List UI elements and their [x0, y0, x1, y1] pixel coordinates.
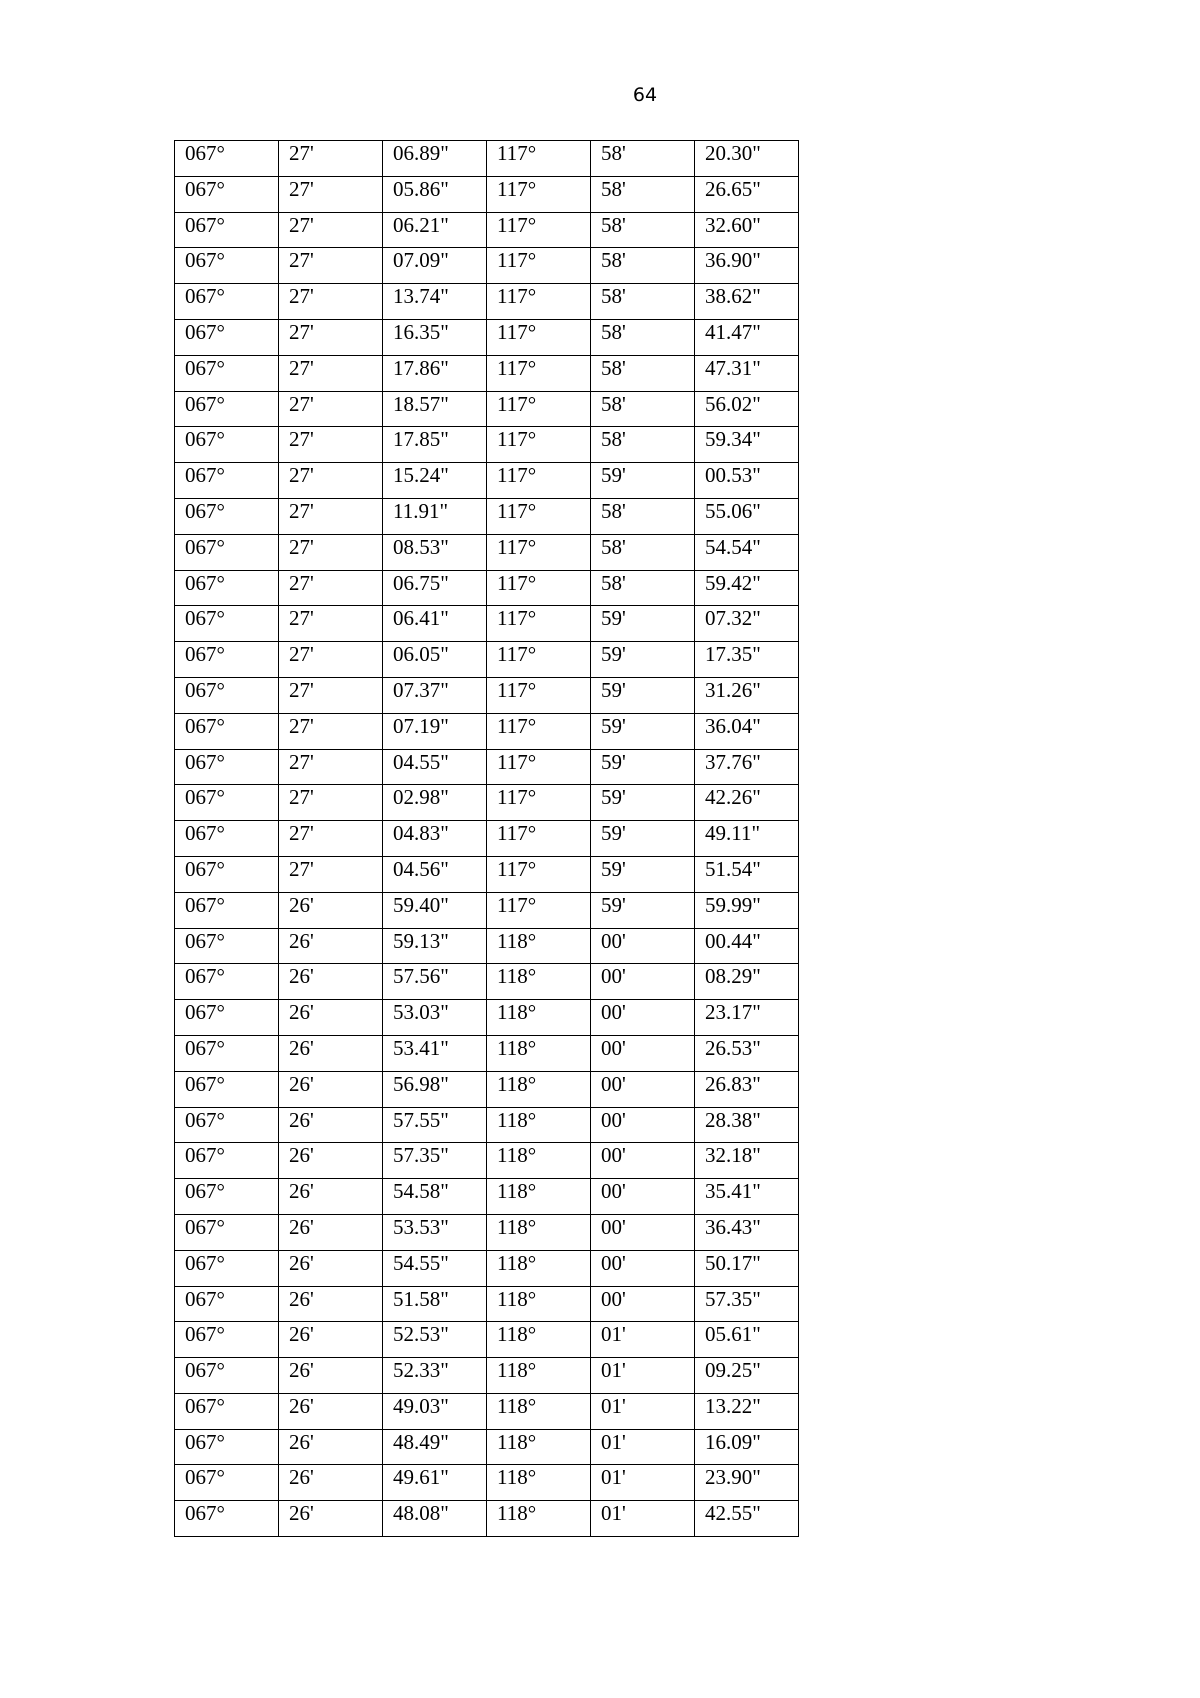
table-cell-lat-minutes: 27' — [279, 212, 383, 248]
table-cell-lon-minutes: 58' — [591, 534, 695, 570]
table-row — [175, 1035, 799, 1071]
table-cell-lat-seconds: 05.86" — [383, 176, 487, 212]
table-cell-lon-degrees: 117° — [487, 749, 591, 785]
table-cell-lat-seconds: 52.33" — [383, 1358, 487, 1394]
table-cell-lon-seconds: 08.29" — [695, 964, 799, 1000]
table-cell-lon-minutes: 00' — [591, 964, 695, 1000]
table-cell-lat-seconds: 49.61" — [383, 1465, 487, 1501]
table-cell-lon-seconds: 00.53" — [695, 463, 799, 499]
table-cell-lon-seconds: 32.18" — [695, 1143, 799, 1179]
table-row — [175, 713, 799, 749]
table-cell-lat-seconds: 04.56" — [383, 856, 487, 892]
table-cell-lon-minutes: 58' — [591, 284, 695, 320]
table-cell-lon-minutes: 00' — [591, 1214, 695, 1250]
table-cell-lat-minutes: 26' — [279, 1143, 383, 1179]
table-cell-lon-seconds: 16.09" — [695, 1429, 799, 1465]
table-cell-lat-degrees: 067° — [175, 1429, 279, 1465]
table-cell-lat-degrees: 067° — [175, 498, 279, 534]
table-cell-lon-seconds: 28.38" — [695, 1107, 799, 1143]
table-cell-lon-degrees: 118° — [487, 1429, 591, 1465]
table-row — [175, 1143, 799, 1179]
table-row — [175, 284, 799, 320]
table-cell-lon-seconds: 59.42" — [695, 570, 799, 606]
table-row — [175, 928, 799, 964]
table-row — [175, 1358, 799, 1394]
table-cell-lon-minutes: 01' — [591, 1429, 695, 1465]
table-cell-lat-degrees: 067° — [175, 1322, 279, 1358]
table-cell-lon-degrees: 118° — [487, 964, 591, 1000]
table-cell-lon-minutes: 00' — [591, 1035, 695, 1071]
table-cell-lat-seconds: 13.74" — [383, 284, 487, 320]
table-cell-lat-degrees: 067° — [175, 391, 279, 427]
table-cell-lon-degrees: 117° — [487, 713, 591, 749]
table-row — [175, 821, 799, 857]
table-cell-lon-degrees: 118° — [487, 1322, 591, 1358]
table-cell-lat-degrees: 067° — [175, 248, 279, 284]
table-row — [175, 749, 799, 785]
table-cell-lat-seconds: 53.41" — [383, 1035, 487, 1071]
table-cell-lat-seconds: 07.19" — [383, 713, 487, 749]
table-row — [175, 391, 799, 427]
table-cell-lat-degrees: 067° — [175, 749, 279, 785]
page-number-text: 64 — [632, 84, 658, 106]
table-cell-lon-degrees: 118° — [487, 1393, 591, 1429]
table-cell-lon-seconds: 20.30" — [695, 141, 799, 177]
table-row — [175, 1501, 799, 1537]
table-cell-lon-minutes: 00' — [591, 1000, 695, 1036]
table-cell-lat-degrees: 067° — [175, 892, 279, 928]
table-cell-lon-seconds: 00.44" — [695, 928, 799, 964]
table-cell-lat-degrees: 067° — [175, 212, 279, 248]
table-cell-lat-seconds: 57.55" — [383, 1107, 487, 1143]
table-cell-lat-degrees: 067° — [175, 427, 279, 463]
table-cell-lon-seconds: 07.32" — [695, 606, 799, 642]
table-cell-lat-seconds: 17.86" — [383, 355, 487, 391]
table-cell-lat-minutes: 27' — [279, 534, 383, 570]
table-cell-lon-minutes: 58' — [591, 355, 695, 391]
table-cell-lon-degrees: 117° — [487, 391, 591, 427]
table-cell-lon-seconds: 36.43" — [695, 1214, 799, 1250]
coordinates-table-body — [175, 141, 799, 1537]
table-cell-lon-seconds: 36.04" — [695, 713, 799, 749]
table-cell-lon-degrees: 118° — [487, 1035, 591, 1071]
table-row — [175, 1322, 799, 1358]
table-cell-lat-degrees: 067° — [175, 785, 279, 821]
table-row — [175, 570, 799, 606]
table-cell-lon-seconds: 26.53" — [695, 1035, 799, 1071]
table-row — [175, 1214, 799, 1250]
table-cell-lat-seconds: 59.40" — [383, 892, 487, 928]
table-cell-lat-degrees: 067° — [175, 1358, 279, 1394]
table-cell-lat-degrees: 067° — [175, 176, 279, 212]
table-cell-lat-degrees: 067° — [175, 1143, 279, 1179]
table-cell-lon-degrees: 117° — [487, 176, 591, 212]
table-cell-lon-seconds: 35.41" — [695, 1179, 799, 1215]
table-cell-lon-seconds: 56.02" — [695, 391, 799, 427]
table-cell-lon-minutes: 58' — [591, 570, 695, 606]
table-cell-lat-seconds: 11.91" — [383, 498, 487, 534]
table-row — [175, 1071, 799, 1107]
table-cell-lat-seconds: 06.21" — [383, 212, 487, 248]
table-cell-lat-degrees: 067° — [175, 1286, 279, 1322]
table-cell-lon-seconds: 50.17" — [695, 1250, 799, 1286]
table-cell-lon-degrees: 118° — [487, 1071, 591, 1107]
table-cell-lat-minutes: 27' — [279, 355, 383, 391]
table-row — [175, 498, 799, 534]
table-cell-lon-minutes: 58' — [591, 141, 695, 177]
table-cell-lon-seconds: 59.34" — [695, 427, 799, 463]
table-cell-lon-degrees: 118° — [487, 1286, 591, 1322]
table-cell-lat-minutes: 26' — [279, 1322, 383, 1358]
table-cell-lat-degrees: 067° — [175, 1071, 279, 1107]
table-cell-lat-minutes: 27' — [279, 498, 383, 534]
table-row — [175, 1179, 799, 1215]
table-cell-lat-seconds: 06.75" — [383, 570, 487, 606]
table-cell-lat-degrees: 067° — [175, 677, 279, 713]
table-cell-lat-degrees: 067° — [175, 1501, 279, 1537]
table-cell-lat-seconds: 53.03" — [383, 1000, 487, 1036]
table-cell-lon-minutes: 58' — [591, 176, 695, 212]
table-cell-lon-seconds: 09.25" — [695, 1358, 799, 1394]
table-cell-lat-minutes: 26' — [279, 1358, 383, 1394]
table-cell-lon-degrees: 117° — [487, 212, 591, 248]
table-row — [175, 248, 799, 284]
table-cell-lat-seconds: 06.89" — [383, 141, 487, 177]
table-cell-lon-degrees: 117° — [487, 463, 591, 499]
table-cell-lat-minutes: 26' — [279, 1179, 383, 1215]
table-row — [175, 319, 799, 355]
table-cell-lat-minutes: 26' — [279, 1035, 383, 1071]
table-cell-lat-degrees: 067° — [175, 284, 279, 320]
table-cell-lat-minutes: 27' — [279, 391, 383, 427]
table-cell-lat-minutes: 27' — [279, 284, 383, 320]
table-cell-lat-degrees: 067° — [175, 1107, 279, 1143]
table-cell-lat-minutes: 27' — [279, 606, 383, 642]
table-cell-lat-seconds: 06.41" — [383, 606, 487, 642]
table-cell-lat-seconds: 04.83" — [383, 821, 487, 857]
table-row — [175, 355, 799, 391]
table-cell-lat-degrees: 067° — [175, 1250, 279, 1286]
table-cell-lat-seconds: 49.03" — [383, 1393, 487, 1429]
table-cell-lat-degrees: 067° — [175, 1393, 279, 1429]
table-cell-lon-seconds: 54.54" — [695, 534, 799, 570]
table-cell-lon-degrees: 117° — [487, 284, 591, 320]
table-cell-lat-seconds: 56.98" — [383, 1071, 487, 1107]
table-cell-lat-minutes: 27' — [279, 713, 383, 749]
table-cell-lon-degrees: 118° — [487, 1107, 591, 1143]
table-row — [175, 427, 799, 463]
table-cell-lon-minutes: 58' — [591, 319, 695, 355]
table-cell-lon-minutes: 59' — [591, 642, 695, 678]
table-cell-lon-minutes: 59' — [591, 892, 695, 928]
table-cell-lon-seconds: 42.55" — [695, 1501, 799, 1537]
table-cell-lon-minutes: 00' — [591, 928, 695, 964]
table-cell-lon-minutes: 59' — [591, 677, 695, 713]
table-row — [175, 642, 799, 678]
table-row — [175, 1250, 799, 1286]
table-cell-lon-minutes: 59' — [591, 785, 695, 821]
table-cell-lon-minutes: 59' — [591, 713, 695, 749]
table-cell-lat-seconds: 59.13" — [383, 928, 487, 964]
table-cell-lon-seconds: 36.90" — [695, 248, 799, 284]
table-row — [175, 141, 799, 177]
table-cell-lat-degrees: 067° — [175, 355, 279, 391]
table-cell-lat-minutes: 27' — [279, 248, 383, 284]
table-row — [175, 1429, 799, 1465]
table-cell-lon-minutes: 59' — [591, 463, 695, 499]
table-cell-lon-minutes: 01' — [591, 1501, 695, 1537]
table-cell-lon-seconds: 41.47" — [695, 319, 799, 355]
table-cell-lon-degrees: 117° — [487, 498, 591, 534]
table-cell-lon-seconds: 31.26" — [695, 677, 799, 713]
table-cell-lon-seconds: 17.35" — [695, 642, 799, 678]
table-cell-lon-degrees: 117° — [487, 534, 591, 570]
table-cell-lon-minutes: 00' — [591, 1250, 695, 1286]
table-cell-lon-minutes: 01' — [591, 1393, 695, 1429]
table-cell-lon-degrees: 118° — [487, 1000, 591, 1036]
table-cell-lat-minutes: 26' — [279, 1071, 383, 1107]
table-cell-lat-seconds: 06.05" — [383, 642, 487, 678]
table-cell-lat-seconds: 16.35" — [383, 319, 487, 355]
table-cell-lat-minutes: 26' — [279, 1214, 383, 1250]
table-cell-lat-minutes: 27' — [279, 821, 383, 857]
table-cell-lon-seconds: 59.99" — [695, 892, 799, 928]
table-cell-lon-minutes: 58' — [591, 498, 695, 534]
table-cell-lat-seconds: 57.35" — [383, 1143, 487, 1179]
table-cell-lon-degrees: 117° — [487, 141, 591, 177]
table-row — [175, 964, 799, 1000]
table-cell-lon-minutes: 00' — [591, 1179, 695, 1215]
table-cell-lat-seconds: 02.98" — [383, 785, 487, 821]
table-cell-lat-minutes: 27' — [279, 856, 383, 892]
table-cell-lon-degrees: 117° — [487, 785, 591, 821]
table-cell-lon-minutes: 58' — [591, 212, 695, 248]
table-cell-lat-minutes: 27' — [279, 677, 383, 713]
table-cell-lon-minutes: 58' — [591, 427, 695, 463]
table-cell-lat-minutes: 26' — [279, 1429, 383, 1465]
table-cell-lon-minutes: 59' — [591, 606, 695, 642]
table-cell-lon-seconds: 57.35" — [695, 1286, 799, 1322]
table-row — [175, 677, 799, 713]
table-cell-lon-degrees: 118° — [487, 928, 591, 964]
table-cell-lat-minutes: 27' — [279, 427, 383, 463]
table-cell-lon-seconds: 47.31" — [695, 355, 799, 391]
table-cell-lat-degrees: 067° — [175, 1000, 279, 1036]
table-cell-lat-degrees: 067° — [175, 642, 279, 678]
table-cell-lon-minutes: 59' — [591, 749, 695, 785]
table-cell-lon-degrees: 118° — [487, 1214, 591, 1250]
table-cell-lon-degrees: 118° — [487, 1358, 591, 1394]
table-cell-lat-seconds: 07.37" — [383, 677, 487, 713]
table-cell-lat-degrees: 067° — [175, 463, 279, 499]
table-cell-lat-degrees: 067° — [175, 319, 279, 355]
table-cell-lat-seconds: 48.49" — [383, 1429, 487, 1465]
table-cell-lat-seconds: 04.55" — [383, 749, 487, 785]
table-cell-lon-degrees: 117° — [487, 677, 591, 713]
table-cell-lon-degrees: 117° — [487, 427, 591, 463]
table-cell-lon-minutes: 01' — [591, 1322, 695, 1358]
table-cell-lat-degrees: 067° — [175, 928, 279, 964]
table-cell-lon-seconds: 23.90" — [695, 1465, 799, 1501]
table-cell-lon-degrees: 118° — [487, 1179, 591, 1215]
page-number — [0, 82, 1200, 108]
table-cell-lon-minutes: 00' — [591, 1107, 695, 1143]
table-cell-lat-minutes: 26' — [279, 928, 383, 964]
table-cell-lat-degrees: 067° — [175, 964, 279, 1000]
table-cell-lon-seconds: 42.26" — [695, 785, 799, 821]
coordinates-table — [174, 140, 799, 1537]
table-cell-lon-degrees: 117° — [487, 821, 591, 857]
table-cell-lat-degrees: 067° — [175, 713, 279, 749]
table-cell-lat-seconds: 15.24" — [383, 463, 487, 499]
table-row — [175, 1393, 799, 1429]
table-cell-lon-seconds: 51.54" — [695, 856, 799, 892]
table-cell-lon-degrees: 117° — [487, 355, 591, 391]
table-cell-lat-degrees: 067° — [175, 1214, 279, 1250]
table-cell-lat-minutes: 26' — [279, 1000, 383, 1036]
table-cell-lat-seconds: 08.53" — [383, 534, 487, 570]
table-cell-lat-minutes: 26' — [279, 1501, 383, 1537]
table-cell-lon-minutes: 59' — [591, 821, 695, 857]
table-cell-lon-degrees: 117° — [487, 248, 591, 284]
table-cell-lat-seconds: 07.09" — [383, 248, 487, 284]
table-cell-lon-seconds: 13.22" — [695, 1393, 799, 1429]
table-cell-lat-degrees: 067° — [175, 1179, 279, 1215]
table-cell-lon-seconds: 55.06" — [695, 498, 799, 534]
table-cell-lon-minutes: 01' — [591, 1465, 695, 1501]
table-row — [175, 856, 799, 892]
table-cell-lat-minutes: 27' — [279, 463, 383, 499]
table-cell-lat-minutes: 26' — [279, 1465, 383, 1501]
table-cell-lat-minutes: 27' — [279, 642, 383, 678]
table-cell-lat-seconds: 51.58" — [383, 1286, 487, 1322]
table-cell-lat-degrees: 067° — [175, 821, 279, 857]
table-cell-lat-degrees: 067° — [175, 1035, 279, 1071]
table-cell-lat-degrees: 067° — [175, 141, 279, 177]
table-cell-lat-seconds: 54.58" — [383, 1179, 487, 1215]
table-cell-lon-degrees: 118° — [487, 1143, 591, 1179]
table-cell-lon-seconds: 05.61" — [695, 1322, 799, 1358]
table-cell-lon-degrees: 117° — [487, 319, 591, 355]
table-cell-lat-minutes: 27' — [279, 749, 383, 785]
table-cell-lon-minutes: 58' — [591, 391, 695, 427]
table-row — [175, 463, 799, 499]
table-row — [175, 1000, 799, 1036]
table-row — [175, 1107, 799, 1143]
table-cell-lat-degrees: 067° — [175, 606, 279, 642]
table-cell-lon-minutes: 59' — [591, 856, 695, 892]
table-cell-lon-degrees: 117° — [487, 606, 591, 642]
table-cell-lon-degrees: 118° — [487, 1501, 591, 1537]
table-cell-lat-minutes: 26' — [279, 1393, 383, 1429]
table-cell-lat-minutes: 27' — [279, 570, 383, 606]
table-cell-lon-degrees: 117° — [487, 892, 591, 928]
table-cell-lat-minutes: 26' — [279, 1286, 383, 1322]
table-cell-lon-seconds: 26.65" — [695, 176, 799, 212]
table-cell-lon-minutes: 00' — [591, 1143, 695, 1179]
table-cell-lat-seconds: 57.56" — [383, 964, 487, 1000]
table-cell-lat-minutes: 27' — [279, 785, 383, 821]
table-cell-lat-minutes: 26' — [279, 892, 383, 928]
table-cell-lon-seconds: 23.17" — [695, 1000, 799, 1036]
table-cell-lon-minutes: 00' — [591, 1071, 695, 1107]
table-cell-lat-seconds: 48.08" — [383, 1501, 487, 1537]
table-row — [175, 892, 799, 928]
table-cell-lat-minutes: 26' — [279, 1107, 383, 1143]
table-cell-lon-minutes: 01' — [591, 1358, 695, 1394]
table-cell-lat-seconds: 17.85" — [383, 427, 487, 463]
table-row — [175, 1286, 799, 1322]
table-cell-lon-degrees: 117° — [487, 642, 591, 678]
table-cell-lat-degrees: 067° — [175, 570, 279, 606]
table-cell-lon-degrees: 117° — [487, 856, 591, 892]
table-cell-lat-minutes: 26' — [279, 964, 383, 1000]
table-cell-lon-degrees: 118° — [487, 1465, 591, 1501]
table-cell-lat-seconds: 53.53" — [383, 1214, 487, 1250]
table-cell-lon-minutes: 58' — [591, 248, 695, 284]
table-cell-lat-minutes: 27' — [279, 319, 383, 355]
table-row — [175, 606, 799, 642]
table-cell-lat-seconds: 52.53" — [383, 1322, 487, 1358]
table-row — [175, 176, 799, 212]
table-cell-lat-seconds: 18.57" — [383, 391, 487, 427]
table-cell-lon-seconds: 37.76" — [695, 749, 799, 785]
table-cell-lat-degrees: 067° — [175, 856, 279, 892]
table-cell-lon-seconds: 38.62" — [695, 284, 799, 320]
table-cell-lat-minutes: 27' — [279, 141, 383, 177]
table-cell-lon-minutes: 00' — [591, 1286, 695, 1322]
table-cell-lon-seconds: 49.11" — [695, 821, 799, 857]
table-cell-lon-seconds: 32.60" — [695, 212, 799, 248]
table-row — [175, 1465, 799, 1501]
table-cell-lon-seconds: 26.83" — [695, 1071, 799, 1107]
table-cell-lat-minutes: 26' — [279, 1250, 383, 1286]
table-cell-lat-seconds: 54.55" — [383, 1250, 487, 1286]
table-cell-lat-degrees: 067° — [175, 1465, 279, 1501]
table-cell-lat-minutes: 27' — [279, 176, 383, 212]
table-row — [175, 785, 799, 821]
table-row — [175, 212, 799, 248]
table-cell-lon-degrees: 118° — [487, 1250, 591, 1286]
table-cell-lat-degrees: 067° — [175, 534, 279, 570]
table-cell-lon-degrees: 117° — [487, 570, 591, 606]
table-row — [175, 534, 799, 570]
